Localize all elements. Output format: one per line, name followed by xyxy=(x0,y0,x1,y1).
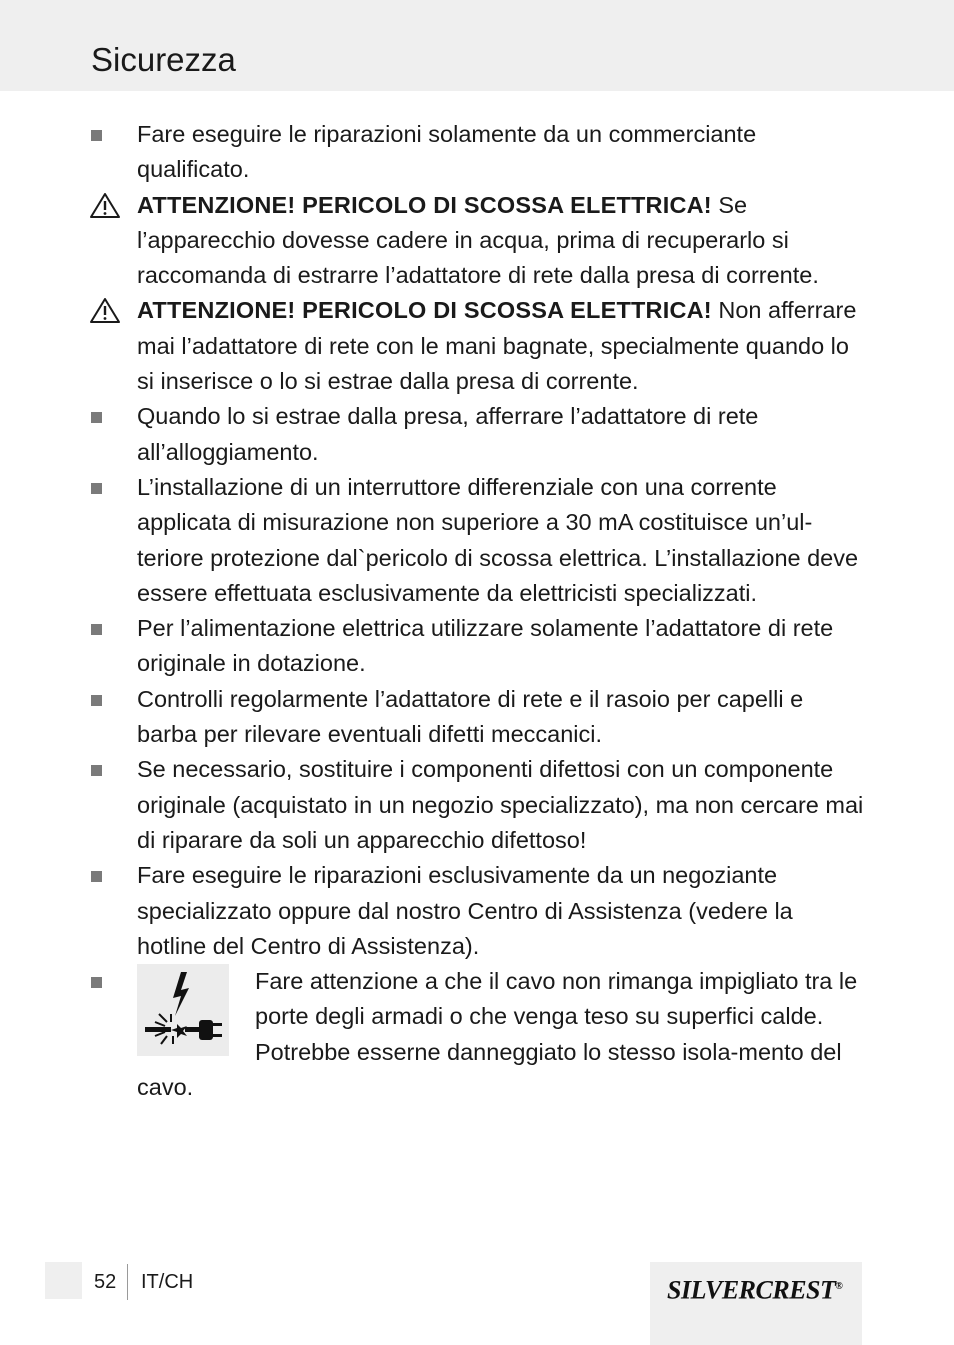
damaged-cable-lightning-icon xyxy=(137,964,229,1056)
list-item-text: Quando lo si estrae dalla presa, afferrare l’adattatore di rete all’alloggiamento. xyxy=(137,403,759,465)
list-item-text: Per l’alimentazione elettrica utilizzare solamente l’adattatore di rete originale in dotazione. xyxy=(137,615,834,677)
bullet-marker xyxy=(91,624,102,635)
list-item xyxy=(0,682,867,753)
bullet-marker xyxy=(91,695,102,706)
warning-heading: ATTENZIONE! PERICOLO DI SCOSSA ELETTRICA! xyxy=(137,191,712,218)
brand-name: SILVERCREST xyxy=(667,1275,836,1305)
bullet-marker xyxy=(91,977,102,988)
safety-instructions-list xyxy=(0,117,954,1105)
page-number: 52 xyxy=(94,1271,117,1293)
list-item xyxy=(0,752,867,858)
brand-box xyxy=(650,1262,862,1345)
registered-mark: ® xyxy=(835,1281,843,1292)
warning-heading: ATTENZIONE! PERICOLO DI SCOSSA ELETTRICA! xyxy=(137,297,712,324)
cable-damage-illustration xyxy=(137,964,229,1056)
list-item-text: Fare eseguire le riparazioni solamente da un commerciante qualificato. xyxy=(137,121,757,183)
footer-divider xyxy=(127,1264,128,1300)
warning-text: Non afferrare mai l’adattatore di rete con le mani bagnate, specialmente quando lo si inserisce o lo si estrae dalla presa di corrente. xyxy=(137,297,857,395)
list-item xyxy=(0,858,867,964)
list-item-text: Se necessario, sostituire i componenti difettosi con un componente originale (acquistato in un negozio specializzato), ma non cercare mai di riparare da soli un apparecchio difettoso! xyxy=(137,756,864,853)
list-item-with-icon xyxy=(0,964,867,1105)
footer-left-box xyxy=(45,1262,82,1299)
list-item-text: Fare attenzione a che il cavo non rimanga impigliato tra le porte degli armadi o che venga teso su superfici calde. Potrebbe esserne danneggiato lo stesso isola-mento del cavo. xyxy=(137,968,858,1101)
list-item xyxy=(0,611,867,682)
list-item-text: Controlli regolarmente l’adattatore di rete e il rasoio per capelli e barba per rilevare eventuali difetti meccanici. xyxy=(137,685,804,748)
list-item-text: L’installazione di un interruttore differenziale con una corrente applicata di misurazione non superiore a 30 mA costituisce un’ul-teriore protezione dal`pericolo di scossa elettrica. L’installazione deve essere effettuata esclusivamente da elettricisti specializzati. xyxy=(137,473,859,606)
bullet-marker xyxy=(91,412,102,423)
bullet-marker xyxy=(91,483,102,494)
warning-triangle-icon xyxy=(89,192,121,219)
list-item xyxy=(0,470,867,611)
warning-triangle-icon xyxy=(89,297,121,324)
warning-text: Se l’apparecchio dovesse cadere in acqua, prima di recuperarlo si raccomanda di estrarre l’adattatore di rete dalla presa di corrente. xyxy=(137,191,819,289)
list-item xyxy=(0,117,867,188)
brand-logo xyxy=(667,1270,842,1308)
list-item xyxy=(0,399,867,470)
warning-item xyxy=(0,188,867,294)
locale-label: IT/CH xyxy=(141,1271,194,1293)
warning-item xyxy=(0,293,867,399)
list-item-text: Fare eseguire le riparazioni esclusivamente da un negoziante specializzato oppure dal nostro Centro di Assistenza (vedere la hotline del Centro di Assistenza). xyxy=(137,862,793,959)
bullet-marker xyxy=(91,130,102,141)
page-title: Sicurezza xyxy=(91,41,236,78)
bullet-marker xyxy=(91,871,102,882)
bullet-marker xyxy=(91,765,102,776)
